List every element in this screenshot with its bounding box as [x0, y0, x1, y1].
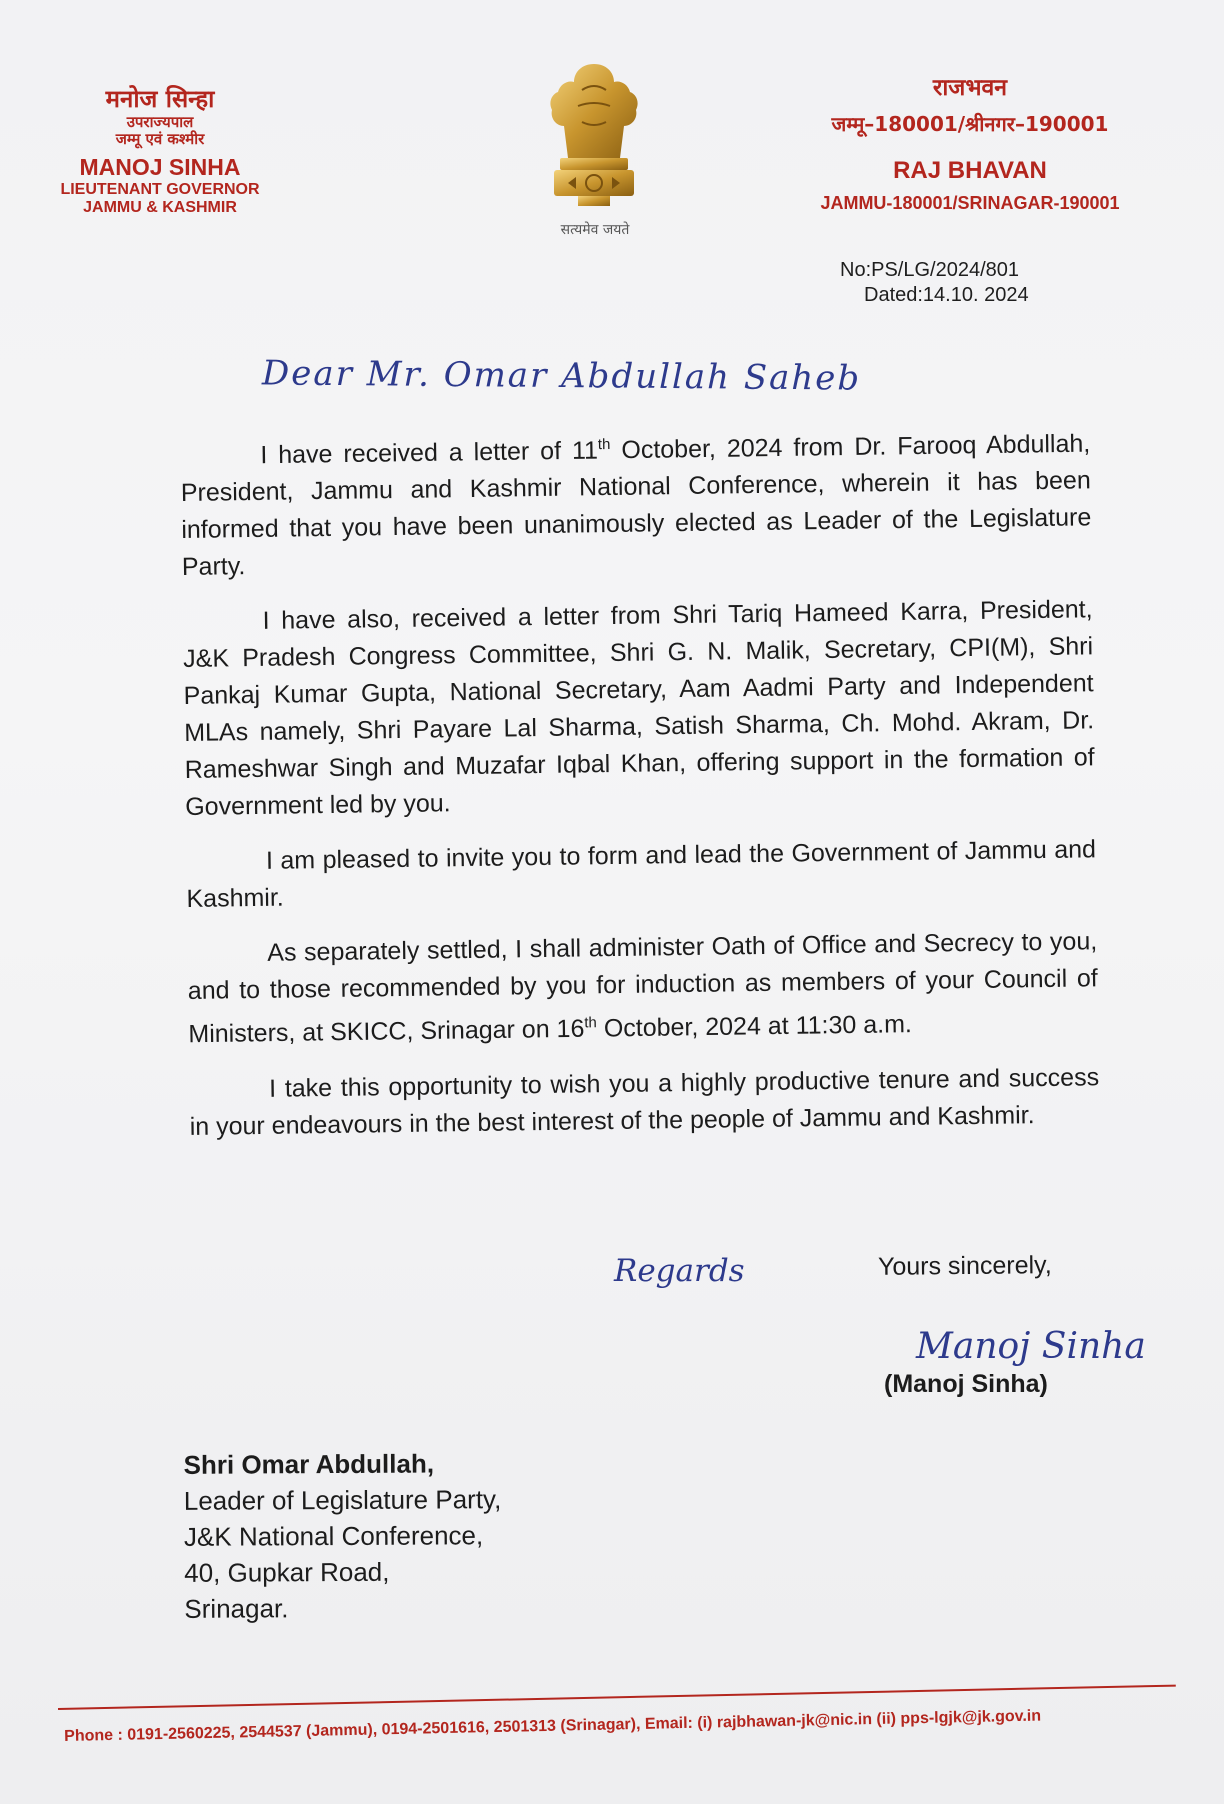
sender-place: JAMMU & KASHMIR [83, 198, 237, 216]
closing: Yours sincerely, [877, 1251, 1052, 1281]
recipient-line-3: 40, Gupkar Road, [184, 1556, 390, 1588]
signatory-name: (Manoj Sinha) [884, 1370, 1048, 1398]
letter-date: Dated:14.10. 2024 [864, 284, 1029, 306]
sender-title: LIEUTENANT GOVERNOR [60, 180, 260, 198]
footer-divider [58, 1685, 1176, 1710]
recipient-line-1: Leader of Legislature Party, [183, 1484, 502, 1516]
office-name: RAJ BHAVAN [893, 157, 1047, 184]
emblem-motto: सत्यमेव जयते [560, 222, 630, 238]
paragraph-2: I have also, received a letter from Shri Tariq Hameed Karra, President, J&K Pradesh Congress Committee, Shri G. N. Malik, Secretary, CPI(M), Shri Pankaj Kumar Gupta, National Secretary, Aam Aadmi Party and Independent MLAs namely, Shri Payare Lal Sharma, Satish Sharma, Ch. Mohd. Akram, Dr. Rameshwar Singh and Muzafar Iqbal Khan, offering support in the formation of Government led by you. [182, 595, 1095, 822]
recipient-line-4: Srinagar. [184, 1593, 289, 1624]
sender-name: MANOJ SINHA [79, 154, 241, 181]
signature: Manoj Sinha [916, 1326, 1146, 1367]
sender-block [30, 86, 290, 217]
reference-number: No:PS/LG/2024/801 [840, 259, 1020, 281]
office-address: JAMMU-180001/SRINAGAR-190001 [820, 193, 1120, 213]
sender-name-hindi: मनोज सिन्हा [105, 85, 215, 113]
sender-place-hindi: जम्मू एवं कश्मीर [115, 129, 205, 148]
national-emblem-icon [538, 60, 650, 210]
handwritten-regards: Regards [614, 1253, 745, 1289]
office-name-hindi: राजभवन [932, 75, 1008, 101]
recipient-address [184, 1445, 502, 1627]
letter-body [180, 419, 1100, 1163]
paragraph-4: As separately settled, I shall administer Oath of Office and Secrecy to you, and to those recommended by you for induction as members of your Council of Ministers, at SKICC, Srinagar on 16th October, 2024 at 11:30 a.m. [187, 927, 1098, 1049]
recipient-line-2: J&K National Conference, [183, 1520, 484, 1552]
recipient-name: Shri Omar Abdullah, [183, 1448, 435, 1480]
office-block [770, 70, 1170, 214]
paragraph-1: I have received a letter of 11th October, 2024 from Dr. Farooq Abdullah, President, Jammu and Kashmir National Conference, wherein it has been informed that you have been unanimously elected as Leader of the Legislature Party. [180, 429, 1092, 582]
reference-block [840, 258, 1029, 308]
paragraph-3: I am pleased to invite you to form and lead the Government of Jammu and Kashmir. [186, 835, 1097, 914]
handwritten-salutation: Dear Mr. Omar Abdullah Saheb [261, 353, 862, 399]
sender-title-hindi: उपराज्यपाल [126, 112, 194, 131]
office-address-hindi: जम्मू–180001/श्रीनगर–190001 [831, 112, 1109, 136]
paragraph-5: I take this opportunity to wish you a highly productive tenure and success in your endeavours in the best interest of the people of Jammu and Kashmir. [189, 1062, 1100, 1141]
footer-contact: Phone : 0191-2560225, 2544537 (Jammu), 0194-2501616, 2501313 (Srinagar), Email: (i) rajbhawan-jk@nic.in (ii) pps-lgjk@jk.gov.in [64, 1707, 1042, 1745]
